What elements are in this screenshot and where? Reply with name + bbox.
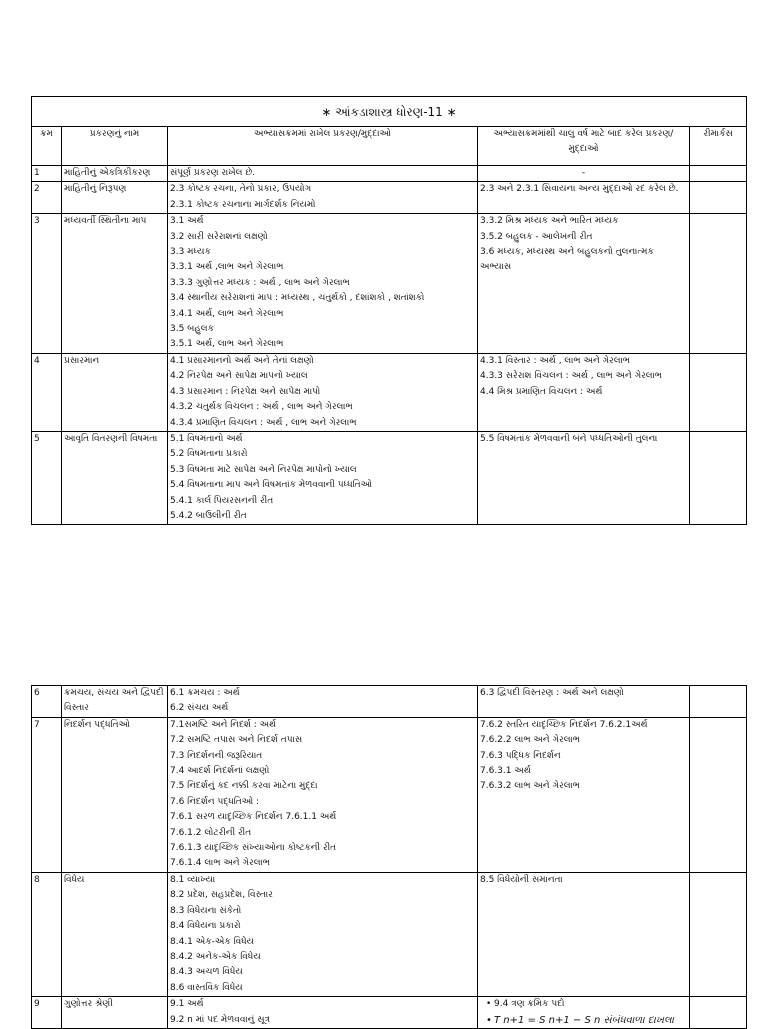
table-row [32, 431, 747, 524]
chapter-name: માહિતીનું એકત્રિકીકરણ [62, 166, 168, 182]
row-number: 3 [32, 214, 62, 354]
row-number: 2 [32, 182, 62, 214]
remarks-cell [690, 717, 747, 872]
table-row [32, 182, 747, 214]
removed-topics [478, 431, 690, 524]
topic-line: 5.4.1 કાર્લ પિયરસનની રીત [170, 495, 274, 506]
topic-line: 3.3 મધ્યક [170, 247, 211, 258]
chapter-name: વિધેય [62, 872, 168, 996]
removed-topics [478, 182, 690, 214]
table-title: ∗ આંકડાશાસ્ત્ર ધોરણ-11 ∗ [32, 97, 747, 127]
header-chapter-name: પ્રકરણનું નામ [62, 127, 168, 166]
chapter-name: પ્રસારમાન [62, 353, 168, 431]
remarks-cell [690, 686, 747, 718]
chapter-name: નિદર્શન પદ્ધતિઓ [62, 717, 168, 872]
topic-line: 4.3 પ્રસારમાન : નિરપેક્ષ અને સાપેક્ષ માપો [170, 386, 321, 397]
topic-line: 4.3.4 પ્રમાણિત વિચલન : અર્થ , લાભ અને ગેરલાભ [170, 417, 357, 428]
topic-line: 8.4.3 અચળ વિધેય [170, 967, 243, 978]
chapter-name: મધ્યવર્તી સ્થિતીના માપ [62, 214, 168, 354]
topic-line: 5.4 વિષમતાના માપ અને વિષમતાંક મેળવવાની પધ્ધતિઓ [170, 480, 373, 491]
topic-line: 7.6.2 સ્તરિત યાદૃચ્છિક નિદર્શન 7.6.2.1અર્થ [480, 719, 648, 730]
syllabus-table-part-1 [31, 96, 747, 525]
topic-line: 3.1 અર્થ [170, 216, 204, 227]
topic-line: 3.4 સ્થાનીય સરેરાશનાં માપ : મધ્યસ્થ , ચતુર્થકો , દશાંશકો , શતાંશકો [170, 293, 425, 304]
chapter-name: આવૃતિ વિતરણની વિષમતા [62, 431, 168, 524]
table-row [32, 872, 747, 996]
kept-topics [168, 166, 478, 182]
removed-topics [478, 353, 690, 431]
removed-topics [478, 214, 690, 354]
topic-line: 7.6.3 પદ્ધિક નિદર્શન [480, 750, 561, 761]
removed-topics [478, 166, 690, 182]
header-kept-topics: અભ્યાસક્રમમાં રાખેલ પ્રકરણ/મુદ્દાઓ [168, 127, 478, 166]
kept-topics [168, 214, 478, 354]
syllabus-table-part-2 [31, 685, 747, 1029]
table-row [32, 717, 747, 872]
topic-line: 7.6.1.3 યાદૃચ્છિક સંખ્યાઓના કોષ્ટકની રીત [170, 843, 337, 854]
topic-line: 4.2 નિરપેક્ષ અને સાપેક્ષ માપનો ખ્યાલ [170, 371, 308, 382]
chapter-name: માહિતીનું નિરૂપણ [62, 182, 168, 214]
kept-topics [168, 431, 478, 524]
topic-line: 4.1 પ્રસારમાનનો અર્થ અને તેનાં લક્ષણો [170, 355, 314, 366]
remarks-cell [690, 431, 747, 524]
topic-line: 7.6.2.2 લાભ અને ગેરલાભ [480, 735, 580, 746]
removed-topics [478, 686, 690, 718]
topic-line: 7.6.3.1 અર્થ [480, 766, 531, 777]
topic-line: 8.4.1 એક-એક વિધેય [170, 936, 254, 947]
header-removed-topics: અભ્યાસક્રમમાંથી ચાલુ વર્ષ માટે બાદ કરેલ પ્રકરણ/મુદ્દાઓ [478, 127, 690, 166]
topic-line: 3.4.1 અર્થ, લાભ અને ગેરલાભ [170, 308, 284, 319]
row-number: 1 [32, 166, 62, 182]
topic-line: 4.3.3 સરેરાશ વિચલન : અર્થ , લાભ અને ગેરલાભ [480, 371, 663, 382]
kept-topics [168, 182, 478, 214]
formula-line: • T n+1 = S n+1 − S n સંબંધવાળા દાખલા [480, 1013, 687, 1028]
topic-line: 5.2 વિષમતાના પ્રકારો [170, 449, 248, 460]
topic-line: 7.5 નિદર્શનું કદ નક્કી કરવા માટેના મુદ્દા [170, 781, 318, 792]
topic-line: 6.1 ક્રમચય : અર્થ [170, 688, 240, 698]
remarks-cell [690, 353, 747, 431]
row-number: 4 [32, 353, 62, 431]
topic-line: 4.3.1 વિસ્તાર : અર્થ , લાભ અને ગેરલાભ [480, 355, 630, 366]
topic-line: 8.3 વિધેયના સંકેતો [170, 905, 242, 916]
topic-line: સંપૂર્ણ પ્રકરણ રાખેલ છે. [170, 168, 256, 178]
topic-line: 4.4 મિશ્ર પ્રમાણિત વિચલન : અર્થ [480, 386, 603, 397]
topic-line: 5.1 વિષમતાનો અર્થ [170, 433, 243, 444]
remarks-cell [690, 872, 747, 996]
chapter-name: ગુણોત્તર શ્રેણી [62, 997, 168, 1029]
table-row [32, 353, 747, 431]
topic-line: 7.6 નિદર્શન પદ્ધતિઓ : [170, 796, 260, 807]
removed-topics [478, 872, 690, 996]
table-row [32, 166, 747, 182]
topic-line: 8.4.2 અનેક-એક વિધેય [170, 951, 261, 962]
topic-line: 8.2 પ્રદેશ, સહપ્રદેશ, વિસ્તાર [170, 890, 273, 901]
topic-line: 3.3.3 ગુણોત્તર મધ્યક : અર્થ , લાભ અને ગેરલાભ [170, 277, 350, 288]
topic-line: 3.3.2 મિશ્ર મધ્યક અને ભારિત મધ્યક [480, 216, 619, 227]
row-number: 7 [32, 717, 62, 872]
row-number: 6 [32, 686, 62, 718]
kept-topics [168, 353, 478, 431]
row-number: 5 [32, 431, 62, 524]
topic-line: 9.2 n માં પદ મેળવવાનું સૂત્ર [170, 1014, 271, 1025]
topic-line: 5.4.2 બાઉલીની રીત [170, 510, 247, 521]
topic-line: 3.5 બહુલક [170, 324, 214, 335]
topic-line: 4.3.2 ચતુર્થક વિચલન : અર્થ , લાભ અને ગેરલાભ [170, 402, 353, 413]
topic-line: 6.3 દ્વિપદી વિસ્તરણ : અર્થ અને લક્ષણો [480, 688, 624, 698]
remarks-cell [690, 182, 747, 214]
topic-line: 2.3.1 કોષ્ટક રચનાના માર્ગદર્શક નિયમો [170, 199, 316, 210]
topic-line: 3.6 મધ્યક, મધ્યસ્થ અને બહુલકનો તુલનાત્મક અભ્યાસ [480, 247, 654, 273]
topic-line: 3.3.1 અર્થ ,લાભ અને ગેરલાભ [170, 262, 284, 273]
topic-line: - [581, 168, 586, 178]
topic-line: 7.4 આદર્શ નિદર્શનાં લક્ષણો [170, 766, 270, 777]
row-number: 8 [32, 872, 62, 996]
topic-line: 3.2 સારી સરેરાશનાં લક્ષણો [170, 231, 268, 242]
header-serial: ક્રમ [32, 127, 62, 166]
topic-line: 8.4 વિધેયના પ્રકારો [170, 921, 241, 932]
table-row [32, 686, 747, 718]
chapter-name: ક્રમચય, સંચય અને દ્વિપદી વિસ્તાર [62, 686, 168, 718]
remarks-cell [690, 166, 747, 182]
topic-line: 2.3 કોષ્ટક રચના, તેનો પ્રકાર, ઉપયોગ [170, 184, 312, 195]
remarks-cell [690, 214, 747, 354]
topic-line: 5.5 વિષમતાંક મેળવવાની બંને પધ્ધતિઓની તુલના [480, 433, 658, 444]
topic-line: • 9.4 ત્રણ ક્રમિક પદો [480, 997, 687, 1012]
topic-line: 5.3 વિષમતા માટે સાપેક્ષ અને નિરપેક્ષ માપોનો ખ્યાલ [170, 464, 357, 475]
topic-line: 7.3 નિદર્શનની જરૂરિયાત [170, 750, 263, 761]
topic-line: 3.5.2 બહુલક - આલેખની રીત [480, 231, 593, 242]
topic-line: 7.2 સમષ્ટિ તપાસ અને નિદર્શ તપાસ [170, 735, 303, 746]
topic-line: 8.6 વાસ્તવિક વિધેય [170, 982, 243, 993]
kept-topics [168, 717, 478, 872]
removed-topics [478, 717, 690, 872]
kept-topics [168, 872, 478, 996]
topic-line: 9.1 અર્થ [170, 999, 204, 1010]
topic-line: 7.6.1 સરળ યાદૃચ્છિક નિદર્શન 7.6.1.1 અર્થ [170, 812, 337, 823]
header-remarks: રીમાર્કસ [690, 127, 747, 166]
topic-line: 8.5 વિધેયોની સમાનતા [480, 874, 563, 885]
kept-topics [168, 686, 478, 718]
row-number: 9 [32, 997, 62, 1029]
topic-line: 3.5.1 અર્થ, લાભ અને ગેરલાભ [170, 339, 284, 350]
table-row [32, 214, 747, 354]
topic-line: 7.1સમષ્ટિ અને નિદર્શ : અર્થ [170, 719, 277, 730]
topic-line: 7.6.1.2 લોટરીની રીત [170, 827, 252, 838]
topic-line: 8.1 વ્યાખ્યા [170, 874, 216, 885]
topic-line: 6.2 સંચય અર્થ [170, 703, 229, 714]
topic-line: 2.3 અને 2.3.1 સિવાયના અન્ય મુદ્દાઓ રદ કરેલ છે. [480, 184, 679, 195]
topic-line: 7.6.3.2 લાભ અને ગેરલાભ [480, 781, 580, 792]
topic-line: 7.6.1.4 લાભ અને ગેરલાભ [170, 858, 270, 869]
